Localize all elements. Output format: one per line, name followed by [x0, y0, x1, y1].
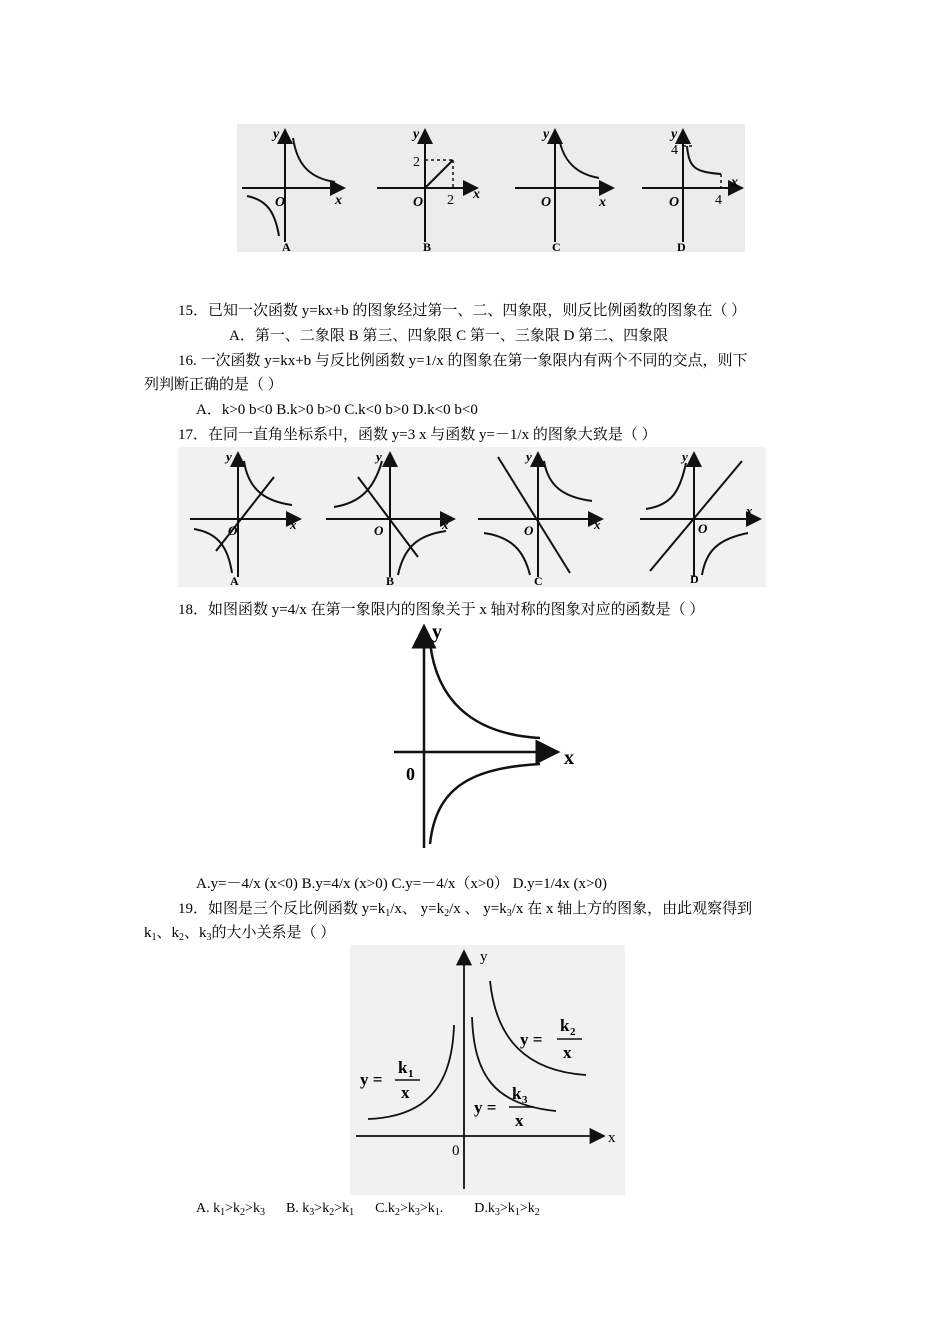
- q19-eq-k1-k: k: [398, 1058, 408, 1077]
- q14b-letter: B: [423, 240, 432, 252]
- q14-graph-c: [515, 127, 613, 252]
- q14c-x-label: x: [599, 195, 606, 210]
- q19-stem-c: /x 、 y=k: [449, 901, 507, 917]
- q17c-letter: C: [534, 574, 543, 587]
- q16-stem-line1: 16. 一次函数 y=kx+b 与反比例函数 y=1/x 的图象在第一象限内有两个不同的交点，则下: [178, 353, 748, 369]
- q17d-origin-label: O: [698, 521, 708, 536]
- q14c-y-label: y: [543, 127, 550, 142]
- q15-options: A．第一、二象限 B 第三、四象限 C 第一、三象限 D 第二、四象限: [229, 328, 669, 344]
- q16-stem-line2: 列判断正确的是（ ）: [144, 377, 283, 393]
- q19-eq-k1: [360, 1058, 420, 1102]
- q17-graph-b: [326, 449, 454, 587]
- q17c-y-label: y: [526, 449, 532, 464]
- q19-eq-k2-sub: 2: [570, 1026, 576, 1038]
- q19-opt-d: $D.k_3>k_1>k_2$: [474, 1201, 540, 1218]
- q14a-letter: A: [282, 240, 291, 252]
- q17b-letter: B: [386, 574, 395, 587]
- q19-eq-k1-prefix: y =: [360, 1070, 383, 1089]
- q19-eq-k3-den: x: [515, 1111, 524, 1130]
- q14b-x-mark: 2: [447, 193, 454, 208]
- q17b-y-label: y: [376, 449, 382, 464]
- q19-stem-line1: [178, 899, 752, 919]
- q14-graphs-figure: [237, 124, 745, 252]
- q19-x-label: x: [608, 1130, 616, 1146]
- q17d-x-label: x: [746, 503, 753, 518]
- q17b-origin-label: O: [374, 523, 384, 538]
- q17-graph-d: [640, 449, 760, 586]
- q14a-x-label: x: [335, 193, 342, 208]
- q19-eq-k3-sub: 3: [522, 1094, 528, 1106]
- q19-sub2: 2: [444, 908, 450, 919]
- q18-stem: 18．如图函数 y=4/x 在第一象限内的图象关于 x 轴对称的图象对应的函数是（ ）: [178, 602, 705, 618]
- q19-y-label: y: [480, 949, 488, 965]
- q14d-origin-label: O: [669, 195, 680, 210]
- q19-eq-k3: [474, 1084, 534, 1130]
- q18-origin-label: 0: [406, 764, 415, 784]
- q16-options: A．k>0 b<0 B.k>0 b>0 C.k<0 b>0 D.k<0 b<0: [196, 402, 478, 418]
- q19-l2-sep2: 、: [184, 925, 200, 941]
- q14a-origin-label: O: [275, 195, 286, 210]
- q17-graph-a: [190, 449, 300, 587]
- q19-opt-b: B. $k_3>k_2>k_1$: [285, 1201, 355, 1218]
- q19-l2-sub2: 2: [179, 932, 185, 943]
- q19-stem-b: /x、 y=k: [390, 901, 445, 917]
- q19-l2-sub1: 1: [151, 932, 157, 943]
- q17c-x-label: x: [594, 517, 601, 532]
- q14a-y-label: y: [273, 127, 280, 142]
- q17a-x-label: x: [290, 517, 297, 532]
- q14-graph-d: [642, 127, 742, 252]
- q19-opt-a: A. $k_1>k_2>k_3$: [196, 1201, 265, 1218]
- q14b-y-label: y: [413, 127, 420, 142]
- q19-graph-figure: [350, 945, 625, 1195]
- q19-eq-k1-sub: 1: [408, 1068, 414, 1080]
- q14b-origin-label: O: [413, 195, 424, 210]
- q19-sub3: 3: [506, 908, 512, 919]
- q17d-letter: D: [690, 572, 699, 586]
- q18-x-label: x: [564, 747, 574, 769]
- q14c-letter: C: [552, 240, 561, 252]
- q14b-y-mark: 2: [413, 155, 420, 170]
- q19-eq-k2-k: k: [560, 1016, 570, 1035]
- q19-eq-k3-prefix: y =: [474, 1098, 497, 1117]
- q19-origin-label: 0: [452, 1143, 460, 1159]
- q17-graph-c: [478, 449, 602, 587]
- q14d-y-mark: 4: [671, 143, 678, 158]
- q19-eq-k2: [520, 1016, 582, 1062]
- q14-graph-a: [242, 127, 344, 252]
- q19-l2-end: 的大小关系是（ ）: [211, 925, 336, 941]
- q19-l2-sub3: 3: [206, 932, 212, 943]
- q19-l2-sep1: 、: [156, 925, 172, 941]
- q19-eq-k2-den: x: [563, 1043, 572, 1062]
- q18-graph-figure: [378, 618, 598, 854]
- q17c-origin-label: O: [524, 523, 534, 538]
- q14-graph-b: [377, 127, 480, 252]
- q17a-y-label: y: [226, 449, 232, 464]
- q19-sub1: 1: [385, 908, 391, 919]
- q17-graphs-figure: [178, 447, 766, 587]
- q18-y-label: y: [432, 621, 442, 643]
- q19-l2-k1: k: [144, 925, 152, 941]
- q19-l2-k3: k: [199, 925, 207, 941]
- q19-options: [196, 1199, 540, 1219]
- q14d-x-mark: 4: [715, 193, 722, 208]
- q14d-y-label: y: [671, 127, 678, 142]
- q14d-letter: D: [677, 240, 686, 252]
- q14d-x-label: x: [731, 175, 738, 190]
- q15-stem: 15．已知一次函数 y=kx+b 的图象经过第一、二、四象限，则反比例函数的图象在（ ）: [178, 303, 747, 319]
- q17a-origin-label: O: [228, 523, 238, 538]
- q19-eq-k1-den: x: [401, 1083, 410, 1102]
- q17-stem: 17．在同一直角坐标系中，函数 y=3 x 与函数 y=－1/x 的图象大致是（ ）: [178, 427, 657, 443]
- q19-eq-k3-k: k: [512, 1084, 522, 1103]
- q19-l2-k2: k: [171, 925, 180, 941]
- q17b-x-label: x: [442, 517, 449, 532]
- q19-eq-k2-prefix: y =: [520, 1030, 543, 1049]
- q14b-x-label: x: [473, 187, 480, 202]
- q18-options: A.y=－4/x (x<0) B.y=4/x (x>0) C.y=－4/x（x>0） D.y=1/4x (x>0): [196, 876, 607, 892]
- q19-stem-line2: [144, 923, 335, 943]
- q14c-origin-label: O: [541, 195, 552, 210]
- q19-opt-c: $C.k_2>k_3>k_1$.: [375, 1201, 444, 1218]
- q17d-y-label: y: [682, 449, 688, 464]
- q19-stem-d: /x 在 x 轴上方的图象，由此观察得到: [511, 901, 753, 917]
- q19-stem-a: 19．如图是三个反比例函数 y=k: [178, 901, 386, 917]
- q17a-letter: A: [230, 574, 239, 587]
